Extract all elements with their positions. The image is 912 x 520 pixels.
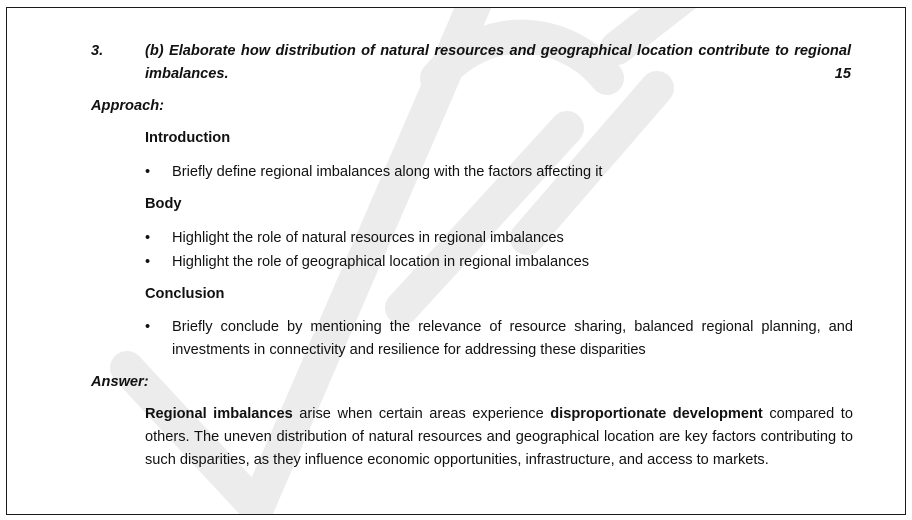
body-heading: Body	[145, 196, 182, 212]
answer-paragraph	[145, 403, 853, 472]
answer-term-disproportionate-development: disproportionate development	[550, 406, 763, 422]
list-item-text: Briefly define regional imbalances along with the factors affecting it	[172, 164, 603, 180]
answer-text-segment: arise when certain areas experience	[292, 406, 551, 422]
list-item-text: Highlight the role of geographical location in regional imbalances	[172, 254, 589, 270]
introduction-heading: Introduction	[145, 130, 231, 146]
document-page	[6, 7, 906, 515]
approach-label: Approach:	[91, 98, 164, 114]
question-text: (b) Elaborate how distribution of natural resources and geographical location contribute to regional imbalances.	[145, 43, 851, 82]
bullet-icon: •	[145, 254, 151, 270]
list-item-text: Highlight the role of natural resources in regional imbalances	[172, 230, 564, 246]
answer-term-regional-imbalances: Regional imbalances	[145, 406, 293, 422]
question-number: 3.	[91, 43, 104, 59]
question-marks: 15	[834, 66, 851, 82]
bullet-icon: •	[145, 164, 151, 180]
document-content	[7, 8, 906, 515]
answer-label: Answer:	[91, 374, 149, 390]
bullet-icon: •	[145, 230, 151, 246]
conclusion-heading: Conclusion	[145, 286, 225, 302]
bullet-icon: •	[145, 319, 151, 335]
list-item-text: Briefly conclude by mentioning the relevance of resource sharing, balanced regional planning, and investments in connectivity and resilience for addressing these disparities	[172, 319, 853, 358]
answer-text-segment: compared to others. The uneven distribution of natural resources and geographical location are key factors contributing to such disparities, as they influence economic opportunities, infrastructure, and access to markets.	[145, 406, 853, 468]
